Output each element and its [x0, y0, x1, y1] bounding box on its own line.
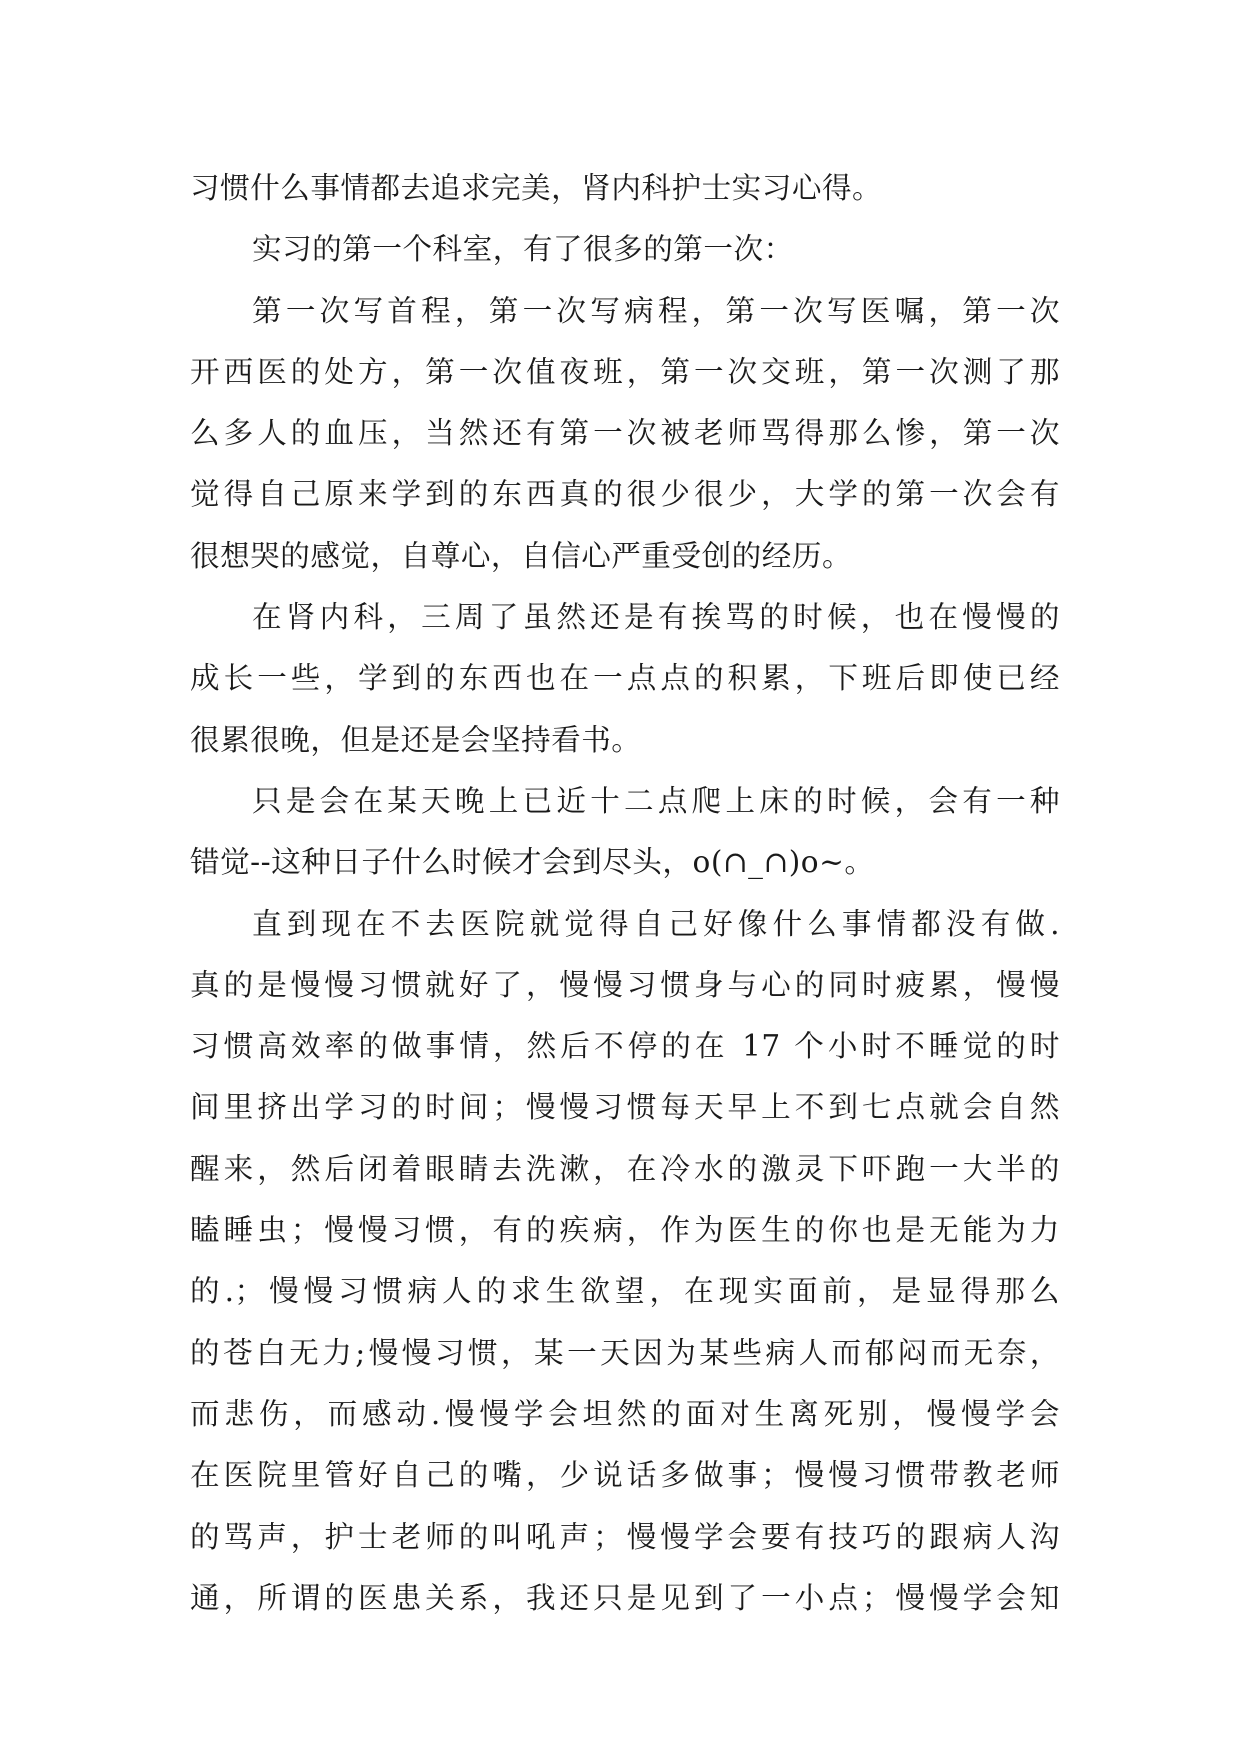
text-line: 错觉--这种日子什么时候才会到尽头，o(∩_∩)o~。 — [190, 845, 875, 880]
text-line: 间里挤出学习的时间；慢慢习惯每天早上不到七点就会自然 — [190, 1090, 1060, 1125]
text-line: 很想哭的感觉，自尊心，自信心严重受创的经历。 — [190, 538, 853, 573]
text-line: 在肾内科，三周了虽然还是有挨骂的时候，也在慢慢的 — [252, 600, 1060, 635]
text-line: 很累很晚，但是还是会坚持看书。 — [190, 722, 642, 757]
text-line: 而悲伤，而感动.慢慢学会坦然的面对生离死别，慢慢学会 — [190, 1396, 1060, 1431]
text-line: 真的是慢慢习惯就好了，慢慢习惯身与心的同时疲累，慢慢 — [190, 967, 1060, 1002]
body-text — [190, 158, 1060, 1629]
text-line: 通，所谓的医患关系，我还只是见到了一小点；慢慢学会知 — [190, 1580, 1060, 1615]
text-line: 醒来，然后闭着眼睛去洗漱，在冷水的激灵下吓跑一大半的 — [190, 1151, 1060, 1186]
text-line: 瞌睡虫；慢慢习惯，有的疾病，作为医生的你也是无能为力 — [190, 1213, 1060, 1248]
text-line: 么多人的血压，当然还有第一次被老师骂得那么惨，第一次 — [190, 416, 1060, 451]
text-line: 习惯高效率的做事情，然后不停的在 17 个小时不睡觉的时 — [190, 1029, 1060, 1064]
text-line: 的.；慢慢习惯病人的求生欲望，在现实面前，是显得那么 — [190, 1274, 1060, 1309]
text-line: 直到现在不去医院就觉得自己好像什么事情都没有做. — [252, 906, 1060, 941]
text-line: 的骂声，护士老师的叫吼声；慢慢学会要有技巧的跟病人沟 — [190, 1519, 1060, 1554]
text-line: 觉得自己原来学到的东西真的很少很少，大学的第一次会有 — [190, 477, 1060, 512]
text-line: 实习的第一个科室，有了很多的第一次： — [252, 232, 794, 267]
text-line: 第一次写首程，第一次写病程，第一次写医嘱，第一次 — [252, 293, 1060, 328]
text-line: 的苍白无力;慢慢习惯，某一天因为某些病人而郁闷而无奈， — [190, 1335, 1060, 1370]
text-line: 成长一些，学到的东西也在一点点的积累，下班后即使已经 — [190, 661, 1060, 696]
text-line: 习惯什么事情都去追求完美，肾内科护士实习心得。 — [190, 171, 883, 205]
text-line: 开西医的处方，第一次值夜班，第一次交班，第一次测了那 — [190, 354, 1060, 389]
text-line: 只是会在某天晚上已近十二点爬上床的时候，会有一种 — [252, 783, 1060, 818]
text-line: 在医院里管好自己的嘴，少说话多做事；慢慢习惯带教老师 — [190, 1458, 1060, 1493]
